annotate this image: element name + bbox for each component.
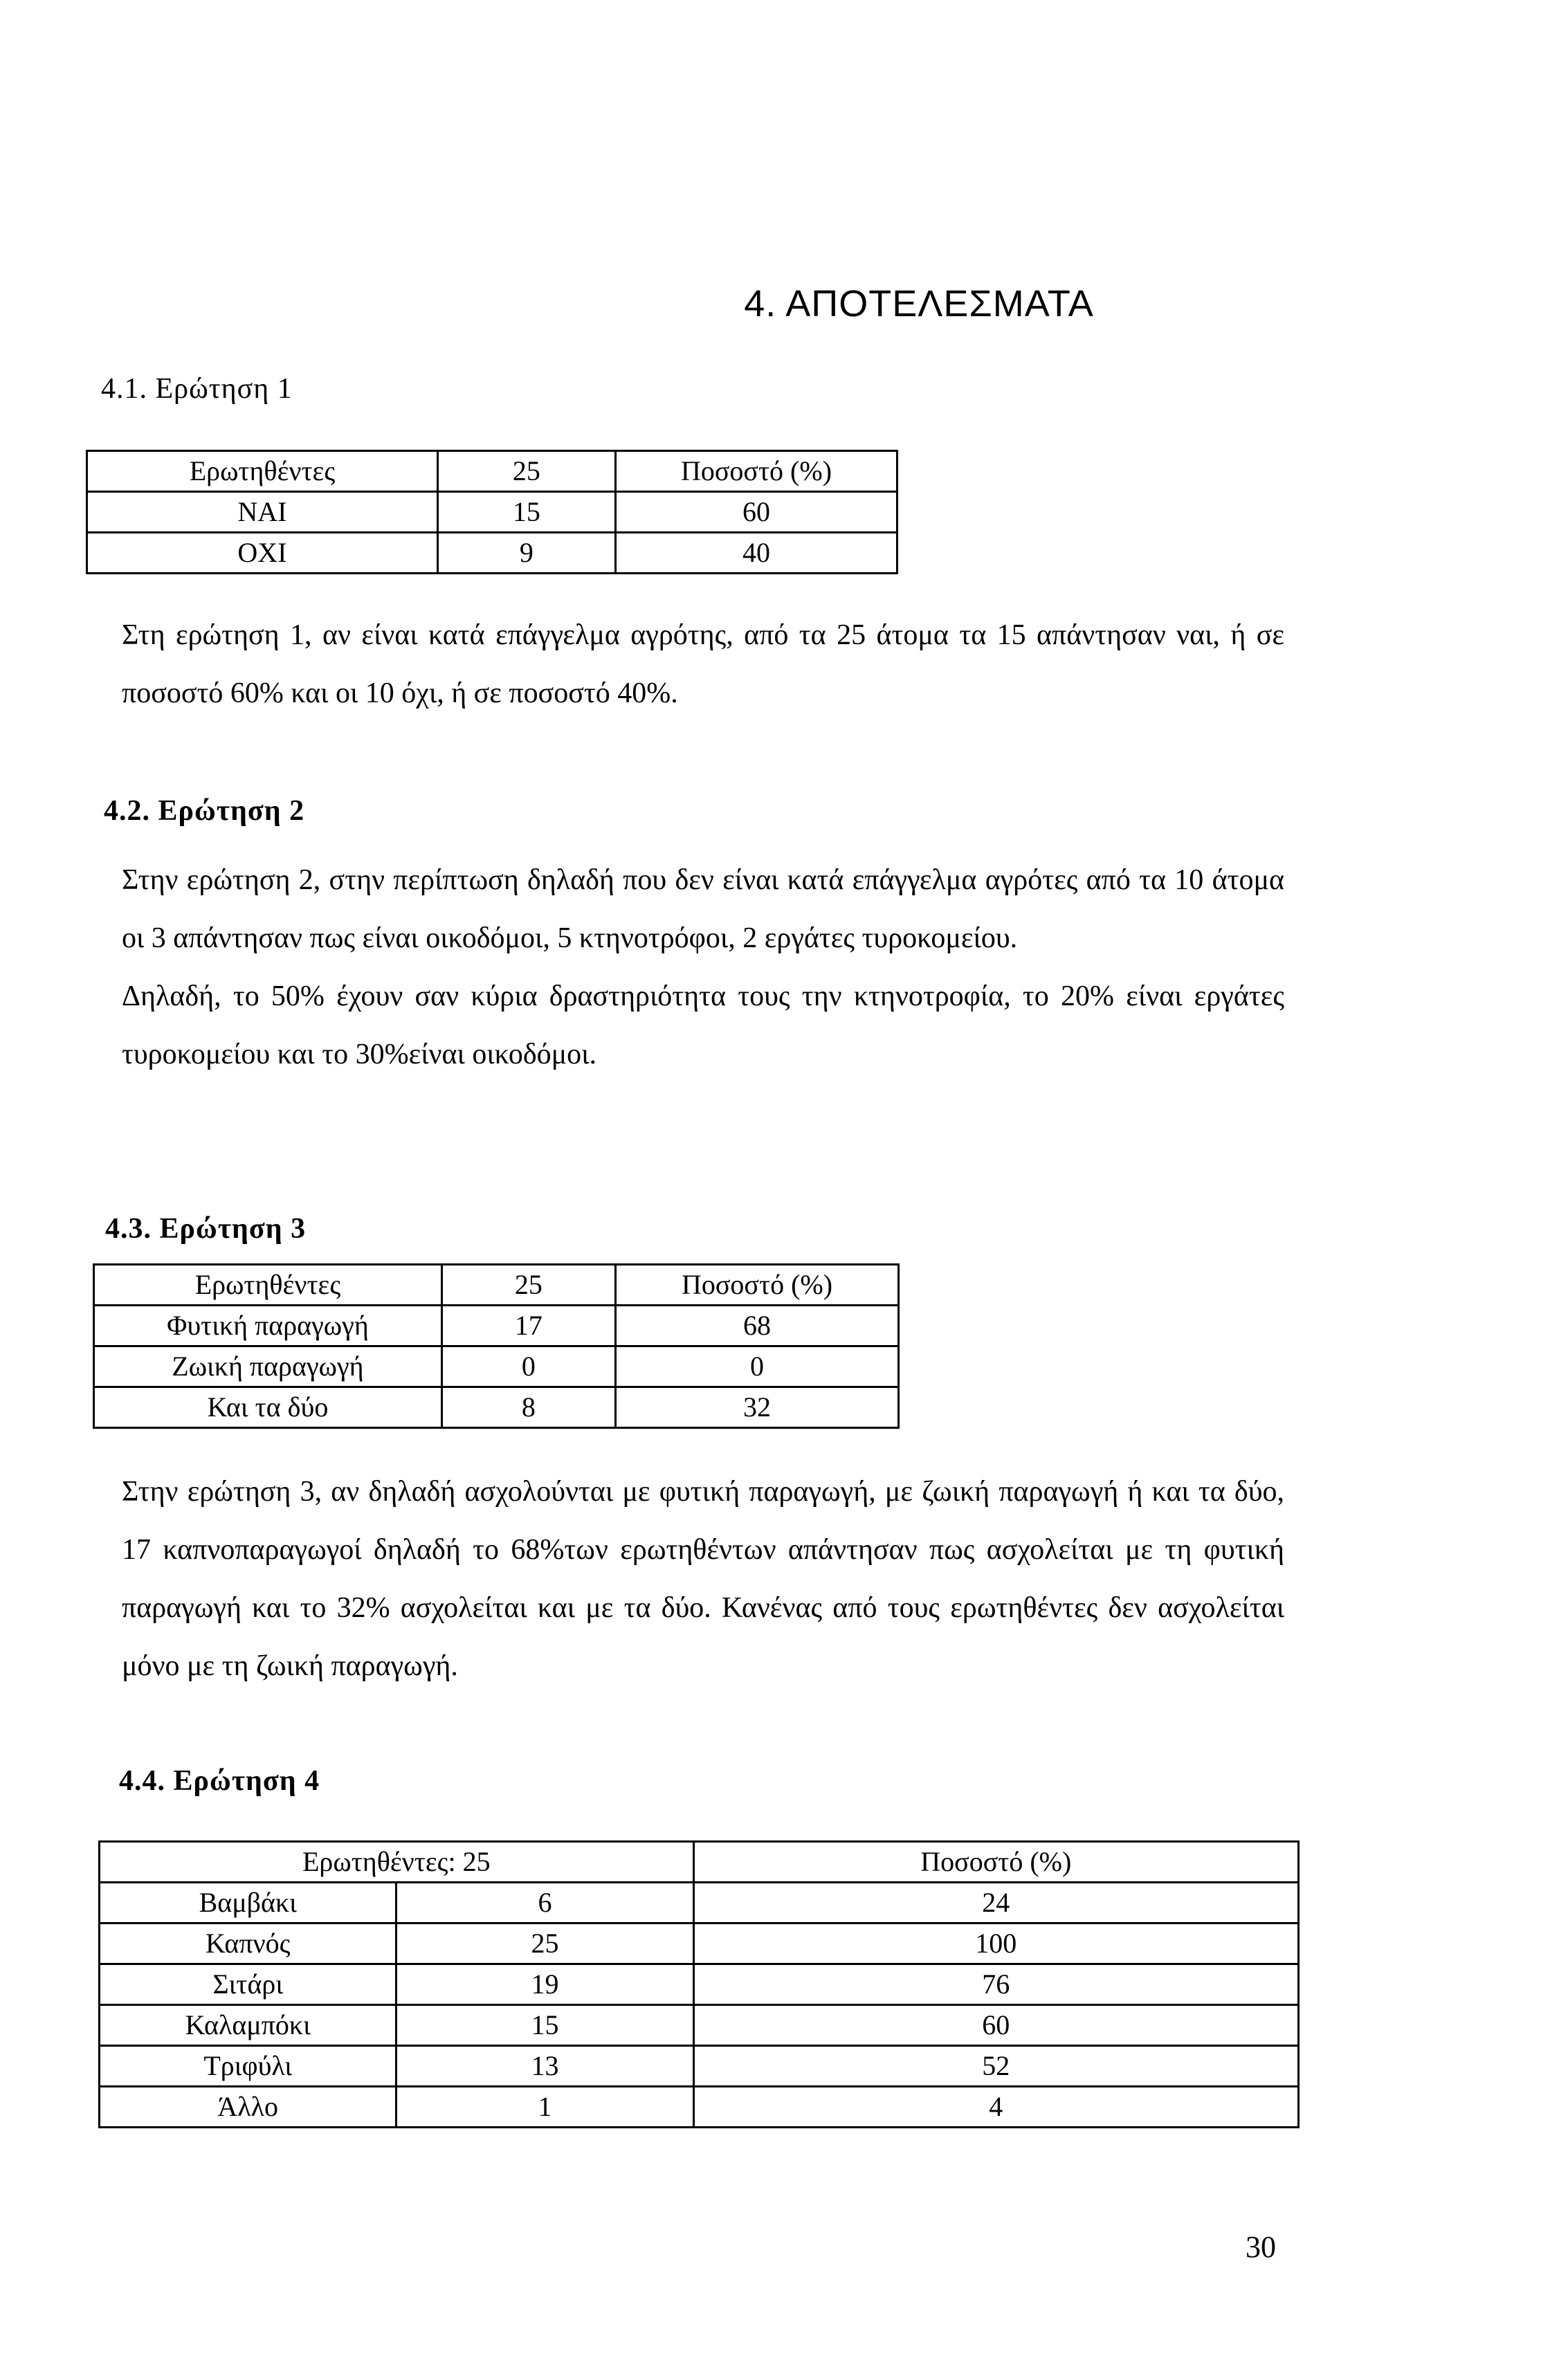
table-row — [100, 2005, 1299, 2046]
section-2-title: 4.2. Ερώτηση 2 — [104, 795, 305, 827]
table-header-row — [94, 1265, 899, 1306]
table-header-cell: Ερωτηθέντες — [87, 451, 438, 492]
section-4-title: 4.4. Ερώτηση 4 — [119, 1765, 320, 1797]
paragraph-text: Στην ερώτηση 3, αν δηλαδή ασχολούνται με φυτική παραγωγή, με ζωική παραγωγή ή και τα δύο, 17 καπνοπαραγωγοί δηλαδή το 68%των ερωτηθέντων απάντησαν πως ασχολείται με τη φυτική παραγωγή και το 32% ασχολείται και με τα δύο. Κανένας από τους ερωτηθέντες δεν ασχολείται μόνο με τη ζωική παραγωγή. — [122, 1476, 1284, 1682]
table-header-cell: 25 — [437, 451, 615, 492]
page-number: 30 — [1246, 2230, 1276, 2264]
table-cell: 19 — [396, 1964, 693, 2005]
table-header-cell: Ερωτηθέντες — [94, 1265, 442, 1306]
paragraph-text: Στην ερώτηση 2, στην περίπτωση δηλαδή που δεν είναι κατά επάγγελμα αγρότες από τα 10 άτομα οι 3 απάντησαν πως είναι οικοδόμοι, 5 κτηνοτρόφοι, 2 εργάτες τυροκομείου. — [122, 864, 1284, 954]
table-cell: 52 — [693, 2046, 1298, 2087]
table-row — [94, 1346, 899, 1387]
table-cell: 8 — [441, 1387, 615, 1428]
table-cell: 17 — [441, 1306, 615, 1346]
section-1-paragraph — [122, 606, 1284, 722]
table-header-row — [100, 1842, 1299, 1883]
question-4-table — [98, 1840, 1300, 2128]
table-cell: 25 — [396, 1923, 693, 1964]
table-cell: 0 — [441, 1346, 615, 1387]
table-row — [100, 1964, 1299, 2005]
table-cell: Ζωική παραγωγή — [94, 1346, 442, 1387]
table-cell: Και τα δύο — [94, 1387, 442, 1428]
table-cell: Καπνός — [100, 1923, 396, 1964]
section-3-title: 4.3. Ερώτηση 3 — [105, 1213, 307, 1245]
table-cell: 60 — [616, 492, 897, 533]
table-header-cell: Ερωτηθέντες: 25 — [100, 1842, 694, 1883]
table-cell: Άλλο — [100, 2087, 396, 2128]
chapter-title: 4. ΑΠΟΤΕΛΕΣΜΑΤΑ — [744, 283, 1094, 325]
table-header-cell: Ποσοστό (%) — [693, 1842, 1298, 1883]
table-header-row — [87, 451, 897, 492]
table-cell: Φυτική παραγωγή — [94, 1306, 442, 1346]
table-cell: 76 — [693, 1964, 1298, 2005]
table-header-cell: Ποσοστό (%) — [616, 1265, 899, 1306]
table-cell: 60 — [693, 2005, 1298, 2046]
question-1-table — [86, 450, 898, 574]
table-cell: ΟΧΙ — [87, 533, 438, 574]
table-header-cell: 25 — [441, 1265, 615, 1306]
table-row — [100, 2087, 1299, 2128]
table-row — [94, 1387, 899, 1428]
table-cell: 9 — [437, 533, 615, 574]
table-row — [100, 1883, 1299, 1923]
paragraph-text: Δηλαδή, το 50% έχουν σαν κύρια δραστηριότητα τους την κτηνοτροφία, το 20% είναι εργάτες τυροκομείου και το 30%είναι οικοδόμοι. — [122, 980, 1284, 1070]
table-cell: 32 — [616, 1387, 899, 1428]
section-2-paragraphs — [122, 851, 1284, 1084]
table-cell: 1 — [396, 2087, 693, 2128]
section-1-title: 4.1. Ερώτηση 1 — [101, 373, 293, 405]
table-cell: Καλαμπόκι — [100, 2005, 396, 2046]
table-row — [87, 533, 897, 574]
table-cell: 24 — [693, 1883, 1298, 1923]
table-row — [94, 1306, 899, 1346]
table-header-cell: Ποσοστό (%) — [616, 451, 897, 492]
table-row — [87, 492, 897, 533]
table-cell: 6 — [396, 1883, 693, 1923]
question-3-table — [93, 1263, 900, 1429]
table-cell: 0 — [616, 1346, 899, 1387]
table-cell: 15 — [437, 492, 615, 533]
table-row — [100, 2046, 1299, 2087]
table-cell: 40 — [616, 533, 897, 574]
table-cell: Τριφύλι — [100, 2046, 396, 2087]
table-cell: Σιτάρι — [100, 1964, 396, 2005]
table-cell: 15 — [396, 2005, 693, 2046]
table-cell: ΝΑΙ — [87, 492, 438, 533]
table-cell: 4 — [693, 2087, 1298, 2128]
section-3-paragraph — [122, 1463, 1284, 1695]
table-cell: Βαμβάκι — [100, 1883, 396, 1923]
table-row — [100, 1923, 1299, 1964]
table-cell: 13 — [396, 2046, 693, 2087]
paragraph-text: Στη ερώτηση 1, αν είναι κατά επάγγελμα αγρότης, από τα 25 άτομα τα 15 απάντησαν ναι, ή σε ποσοστό 60% και οι 10 όχι, ή σε ποσοστό 40%. — [122, 619, 1284, 709]
table-cell: 68 — [616, 1306, 899, 1346]
table-cell: 100 — [693, 1923, 1298, 1964]
